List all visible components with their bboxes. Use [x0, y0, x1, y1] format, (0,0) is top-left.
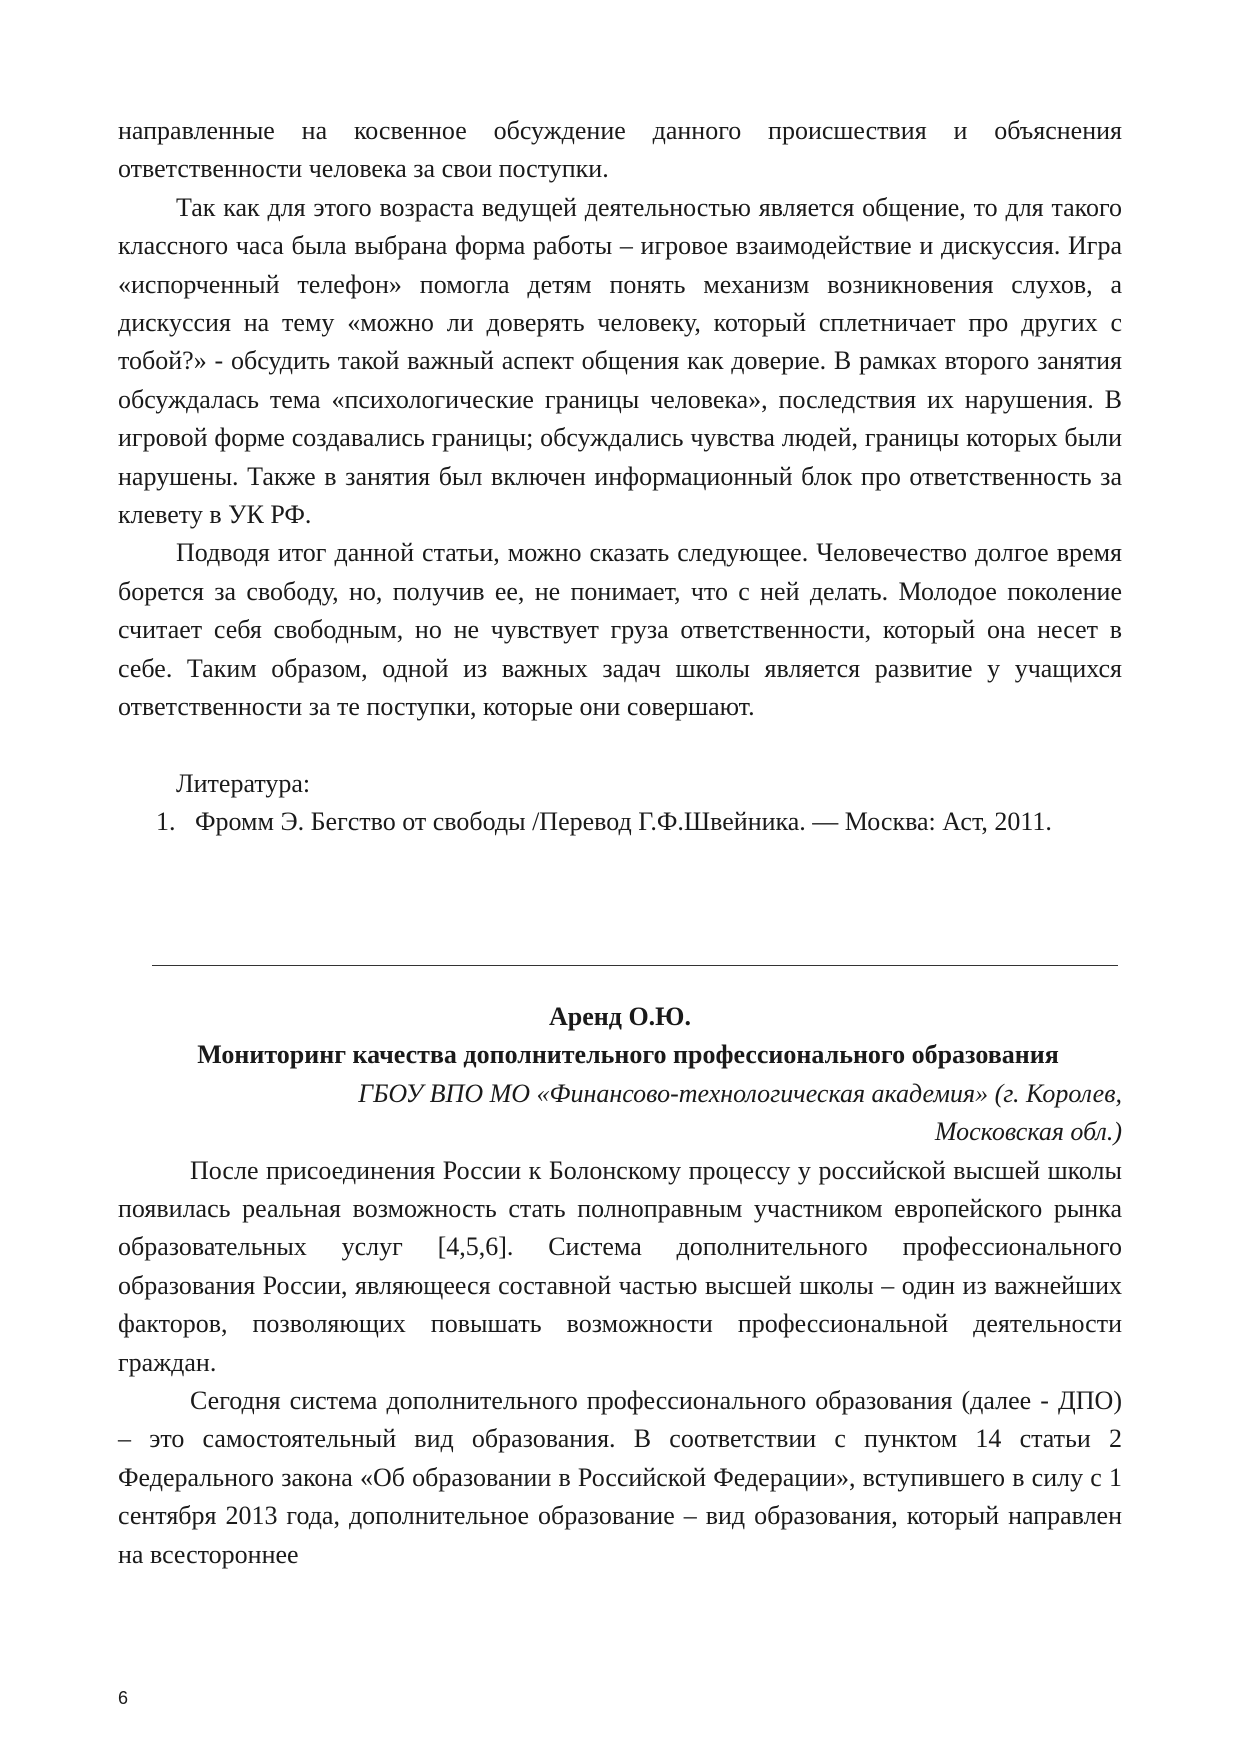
literature-item — [118, 803, 1122, 841]
paragraph: Сегодня система дополнительного профессионального образования (далее - ДПО) – это самостоятельный вид образования. В соответствии с пунктом 14 статьи 2 Федерального закона «Об образовании в Российской Федерации», вступившего в силу с 1 сентября 2013 года, дополнительное образование – вид образования, который направлен на всестороннее — [118, 1386, 1122, 1569]
paragraph: Так как для этого возраста ведущей деятельностью является общение, то для такого классного часа была выбрана форма работы – игровое взаимодействие и дискуссия. Игра «испорченный телефон» помогла детям понять механизм возникновения слухов, а дискуссия на тему «можно ли доверять человеку, который сплетничает про других с тобой?» - обсудить такой важный аспект общения как доверие. В рамках второго занятия обсуждалась тема «психологические границы человека», последствия их нарушения. В игровой форме создавались границы; обсуждались чувства людей, границы которых были нарушены. Также в занятия был включен информационный блок про ответственность за клевету в УК РФ. — [118, 192, 1122, 530]
spacer — [118, 727, 1122, 765]
paragraph: направленные на косвенное обсуждение данного происшествия и объяснения ответственности человека за свои поступки. — [118, 116, 1122, 184]
article-1 — [118, 112, 1122, 841]
article-title: Мониторинг качества дополнительного профессионального образования — [197, 1040, 1059, 1070]
paragraph: Подводя итог данной статьи, можно сказать следующее. Человечество долгое время борется за свободу, но, получив ее, не понимает, что с ней делать. Молодое поколение считает себя свободным, но не чувствует груза ответственности, который она несет в себе. Таким образом, одной из важных задач школы является развитие у учащихся ответственности за те поступки, которые они совершают. — [118, 538, 1122, 722]
page-number: 6 — [118, 1688, 129, 1708]
article-author: Аренд О.Ю. — [549, 1002, 691, 1031]
literature-item-text: Фромм Э. Бегство от свободы /Перевод Г.Ф.Швейника. — Москва: Аст, 2011. — [195, 806, 1052, 836]
article-2 — [118, 998, 1122, 1574]
literature-list — [118, 803, 1122, 841]
paragraph: После присоединения России к Болонскому процессу у российской высшей школы появилась реальная возможность стать полноправным участником европейского рынка образовательных услуг [4,5,6]. Система дополнительного профессионального образования России, являющееся составной частью высшей школы – один из важнейших факторов, позволяющих повышать возможности профессиональной деятельности граждан. — [118, 1155, 1122, 1377]
article-affiliation: ГБОУ ВПО МО «Финансово-технологическая академия» (г. Королев, Московская обл.) — [358, 1078, 1122, 1147]
literature-item-number: 1. — [156, 806, 176, 836]
literature-heading: Литература: — [176, 768, 311, 798]
section-divider — [152, 965, 1118, 966]
